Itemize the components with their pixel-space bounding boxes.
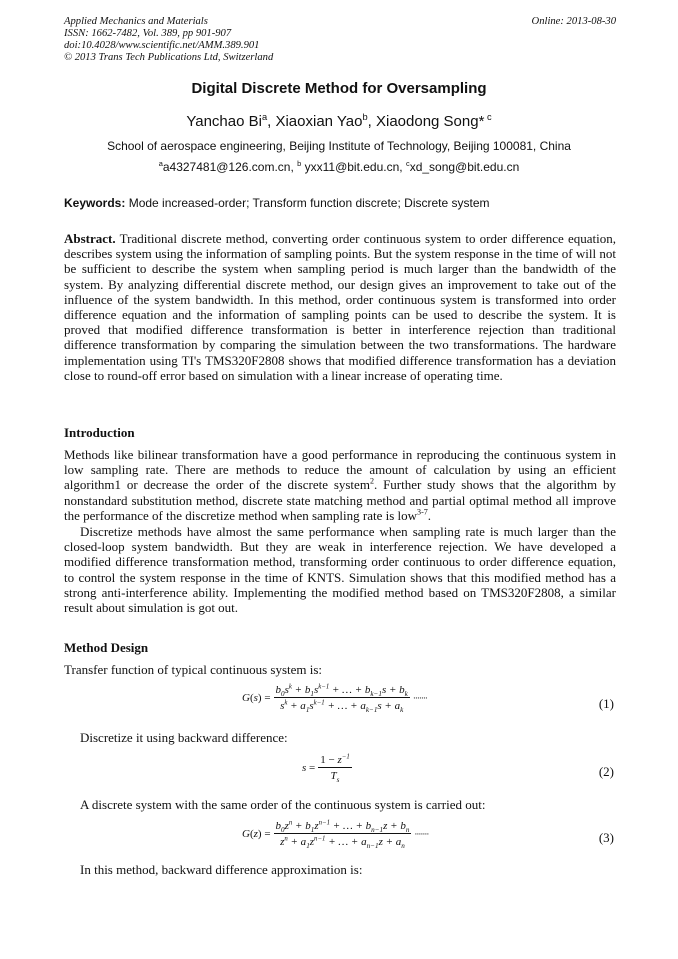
email-3-marker: c xyxy=(405,159,410,168)
email-3: xd_song@bit.edu.cn xyxy=(409,160,520,174)
introduction-paragraph-2: Discretize methods have almost the same performance when sampling rate is much larger than the closed-loop system bandwidth. But they are weak in interference rejection. We have developed a modified difference transformation method, transforming order continuous to order difference equation, to control the system response in the time of KNTS. Simulation shows that this modified method has a strong anti-interference ability. Implementing the modified method based on TMS320F2808, a similar result about simulation is got out. xyxy=(64,524,616,616)
email-1-marker: a xyxy=(158,159,163,168)
keywords-label: Keywords: xyxy=(64,196,126,210)
equation-2 xyxy=(64,752,616,792)
equation-2-formula: s = $\frac{1 - z^{-1}}{T_s}$ xyxy=(302,753,350,785)
copyright-line: © 2013 Trans Tech Publications Ltd, Switzerland xyxy=(64,52,274,63)
email-2-marker: b xyxy=(297,159,302,168)
intro-p1-text-b: . Further study shows that the algorithm by nonstandard substitution method, discrete state matching method and partial optimal method all improve the performance of the discretize method when sampling rate is low xyxy=(64,477,617,523)
keywords xyxy=(64,196,616,210)
abstract xyxy=(64,231,616,383)
equation-3-number: (3) xyxy=(598,830,614,845)
introduction-heading: Introduction xyxy=(64,425,135,440)
doi-line: doi:10.4028/www.scientific.net/AMM.389.901 xyxy=(64,40,260,51)
email-2: yxx11@bit.edu.cn, xyxy=(301,160,406,174)
method-paragraph-2: Discretize it using backward difference: xyxy=(80,730,288,745)
journal-name: Applied Mechanics and Materials xyxy=(64,16,208,27)
equation-1-number: (1) xyxy=(598,696,614,711)
author-2-affil: b xyxy=(362,112,368,122)
author-line xyxy=(0,113,678,130)
intro-p1-text-c: . xyxy=(427,507,432,523)
email-1: a4327481@126.com.cn, xyxy=(162,160,298,174)
affiliation: School of aerospace engineering, Beijing Institute of Technology, Beijing 100081, China xyxy=(107,139,571,153)
keywords-text: Mode increased-order; Transform function discrete; Discrete system xyxy=(125,196,490,210)
citation-2: 2 xyxy=(369,477,374,487)
citation-3-7: 3-7 xyxy=(417,507,428,517)
email-line xyxy=(0,160,678,174)
method-heading: Method Design xyxy=(64,640,149,655)
equation-1 xyxy=(64,684,616,724)
method-paragraph-1: Transfer function of typical continuous system is: xyxy=(64,662,323,677)
introduction-paragraph-1 xyxy=(64,447,616,523)
paper-title: Digital Discrete Method for Oversampling xyxy=(191,80,487,97)
abstract-label: Abstract. xyxy=(64,231,116,246)
author-1-affil: a xyxy=(261,112,268,122)
author-2: , Xiaoxian Yao xyxy=(267,113,363,130)
equation-3 xyxy=(64,818,616,858)
equation-3-formula: G ( z ) = $\frac{b_0z^n + b_1z^{n-1} + \dots + b_{n-1}z + b_n}{z^n + a_1z^{n-1} + \dots + a_{n-1}z + a_n}$ ······· xyxy=(242,819,429,851)
equation-2-number: (2) xyxy=(598,764,614,779)
intro-p1-text-a: Methods like bilinear transformation have a good performance in reproducing the continuous system in low sampling rate. There are methods to reduce the amount of calculation by using an efficient algorithm1 or decrease the order of the discrete system xyxy=(64,447,616,493)
author-3-affil: c xyxy=(484,112,492,122)
journal-header xyxy=(64,16,616,64)
equation-1-formula: G ( s ) = $\frac{b_0s^k + b_1s^{k-1} + \dots + b_{k-1}s + b_k}{s^k + a_1s^{k-1} + \dots + a_{k-1}s + a_k}$ ······· xyxy=(242,683,427,715)
author-1: Yanchao Bi xyxy=(186,113,262,130)
issn-line: ISSN: 1662-7482, Vol. 389, pp 901-907 xyxy=(64,28,232,39)
author-3: , Xiaodong Song* xyxy=(367,113,485,130)
method-paragraph-4: In this method, backward difference approximation is: xyxy=(80,862,363,877)
method-paragraph-3: A discrete system with the same order of the continuous system is carried out: xyxy=(80,797,486,812)
abstract-text: Traditional discrete method, converting order continuous system to order difference equation, describes system using the information of sampling points. But the system response in the time of will not be sufficient to describe the system when sampling period is much larger than the bandwidth of the system. By analyzing differential discrete method, our design gives an improvement to take out of the influence of the system bandwidth. In this method, order continuous system is transformed into order difference equation and the information of sampling points can be used to describe the system. It is proved that modified difference transformation is better in interference rejection than traditional difference transformation by comparing the simulation between the two transformations. The hardware implementation using TI's TMS320F2808 shows that modified difference transformation has a deviation close to round-off error based on simulation with a linear increase of operating time. xyxy=(64,231,616,383)
online-date: Online: 2013-08-30 xyxy=(531,16,616,27)
